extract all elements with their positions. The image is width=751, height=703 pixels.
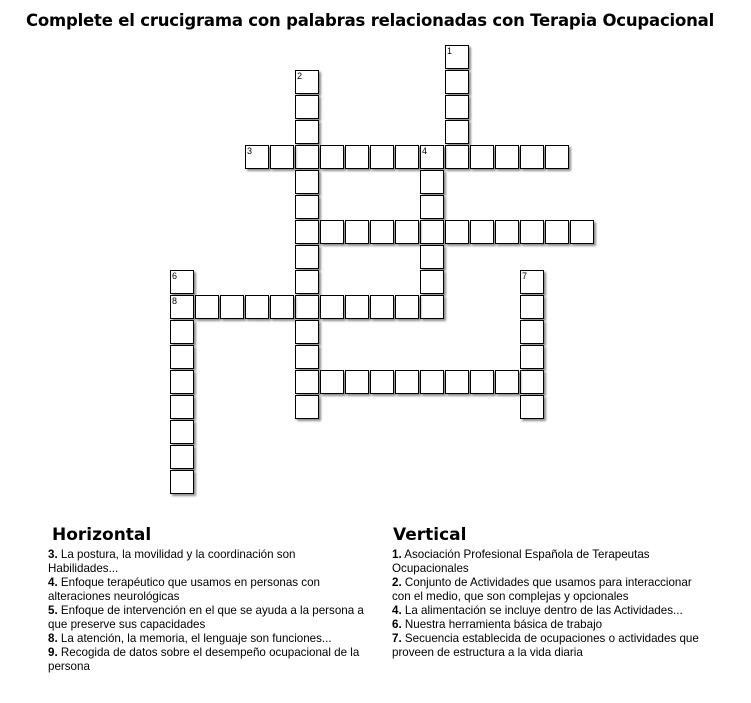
- crossword-cell[interactable]: [395, 145, 419, 169]
- crossword-cell[interactable]: [170, 395, 194, 419]
- crossword-cell[interactable]: [320, 220, 344, 244]
- crossword-cell[interactable]: [320, 295, 344, 319]
- crossword-cell[interactable]: [520, 395, 544, 419]
- clue-horizontal-5: 5. Enfoque de intervención en el que se ayuda a la persona a que preserve sus capacidades: [48, 604, 364, 631]
- crossword-cell[interactable]: [245, 145, 269, 169]
- crossword-cell[interactable]: [295, 295, 319, 319]
- crossword-cell[interactable]: [295, 245, 319, 269]
- crossword-cell[interactable]: [345, 220, 369, 244]
- clue-horizontal-9: 9. Recogida de datos sobre el desempeño ocupacional de la persona: [48, 646, 360, 673]
- crossword-cell[interactable]: [170, 295, 194, 319]
- crossword-cell[interactable]: [295, 195, 319, 219]
- crossword-cell[interactable]: [495, 220, 519, 244]
- crossword-cell[interactable]: [295, 370, 319, 394]
- crossword-cell[interactable]: [170, 320, 194, 344]
- crossword-cell[interactable]: [245, 295, 269, 319]
- crossword-cell[interactable]: [345, 145, 369, 169]
- crossword-cell[interactable]: [220, 295, 244, 319]
- vertical-clues: [392, 548, 712, 660]
- crossword-cell[interactable]: [420, 270, 444, 294]
- clue-number: 1: [447, 46, 453, 56]
- crossword-cell[interactable]: [445, 145, 469, 169]
- crossword-cell[interactable]: [420, 195, 444, 219]
- crossword-cell[interactable]: [420, 170, 444, 194]
- crossword-cell[interactable]: [420, 145, 444, 169]
- crossword-cell[interactable]: [170, 470, 194, 494]
- crossword-cell[interactable]: [495, 370, 519, 394]
- crossword-cell[interactable]: [445, 120, 469, 144]
- crossword-cell[interactable]: [395, 220, 419, 244]
- crossword-cell[interactable]: [370, 145, 394, 169]
- crossword-cell[interactable]: [520, 345, 544, 369]
- crossword-cell[interactable]: [345, 370, 369, 394]
- crossword-cell[interactable]: [420, 245, 444, 269]
- crossword-cell[interactable]: [570, 220, 594, 244]
- crossword-cell[interactable]: [170, 370, 194, 394]
- crossword-cell[interactable]: [420, 295, 444, 319]
- crossword-cell[interactable]: [470, 220, 494, 244]
- crossword-cell[interactable]: [520, 145, 544, 169]
- crossword-cell[interactable]: [520, 270, 544, 294]
- clue-number: 8: [172, 296, 178, 306]
- crossword-cell[interactable]: [520, 220, 544, 244]
- crossword-cell[interactable]: [445, 95, 469, 119]
- crossword-cell[interactable]: [170, 345, 194, 369]
- clue-vertical-2: 2. Conjunto de Actividades que usamos para interaccionar con el medio, que son complejas y opcionales: [392, 576, 692, 603]
- crossword-cell[interactable]: [295, 270, 319, 294]
- crossword-cell[interactable]: [495, 145, 519, 169]
- crossword-cell[interactable]: [545, 220, 569, 244]
- clue-horizontal-3: 3. La postura, la movilidad y la coordinación son Habilidades...: [48, 548, 296, 575]
- crossword-cell[interactable]: [195, 295, 219, 319]
- crossword-cell[interactable]: [295, 70, 319, 94]
- crossword-cell[interactable]: [445, 45, 469, 69]
- clue-horizontal-8: 8. La atención, la memoria, el lenguaje son funciones...: [48, 632, 332, 645]
- clue-number: 4: [422, 146, 428, 156]
- crossword-cell[interactable]: [295, 145, 319, 169]
- crossword-cell[interactable]: [295, 120, 319, 144]
- crossword-cell[interactable]: [445, 70, 469, 94]
- crossword-cell[interactable]: [270, 295, 294, 319]
- crossword-cell[interactable]: [170, 420, 194, 444]
- crossword-cell[interactable]: [420, 370, 444, 394]
- crossword-cell[interactable]: [370, 220, 394, 244]
- crossword-cell[interactable]: [170, 445, 194, 469]
- clue-vertical-7: 7. Secuencia establecida de ocupaciones o actividades que proveen de estructura a la vida diaria: [392, 632, 699, 659]
- crossword-cell[interactable]: [270, 145, 294, 169]
- clue-vertical-1: 1. Asociación Profesional Española de Terapeutas Ocupacionales: [392, 548, 650, 575]
- crossword-cell[interactable]: [520, 320, 544, 344]
- crossword-cell[interactable]: [520, 370, 544, 394]
- vertical-heading: Vertical: [393, 525, 467, 545]
- clue-number: 2: [297, 71, 303, 81]
- crossword-cell[interactable]: [320, 145, 344, 169]
- crossword-cell[interactable]: [445, 370, 469, 394]
- clue-number: 7: [522, 271, 528, 281]
- crossword-cell[interactable]: [295, 395, 319, 419]
- crossword-cell[interactable]: [295, 345, 319, 369]
- crossword-cell[interactable]: [295, 95, 319, 119]
- crossword-cell[interactable]: [520, 295, 544, 319]
- crossword-cell[interactable]: [170, 270, 194, 294]
- crossword-cell[interactable]: [395, 370, 419, 394]
- crossword-cell[interactable]: [295, 220, 319, 244]
- clue-number: 3: [247, 146, 253, 156]
- crossword-cell[interactable]: [345, 295, 369, 319]
- horizontal-heading: Horizontal: [52, 525, 152, 545]
- crossword-cell[interactable]: [370, 370, 394, 394]
- clue-number: 6: [172, 271, 178, 281]
- clue-vertical-4: 4. La alimentación se incluye dentro de las Actividades...: [392, 604, 683, 617]
- crossword-cell[interactable]: [370, 295, 394, 319]
- clue-horizontal-4: 4. Enfoque terapéutico que usamos en personas con alteraciones neurológicas: [48, 576, 320, 603]
- crossword-cell[interactable]: [420, 220, 444, 244]
- crossword-cell[interactable]: [470, 145, 494, 169]
- crossword-cell[interactable]: [295, 170, 319, 194]
- clue-vertical-6: 6. Nuestra herramienta básica de trabajo: [392, 618, 603, 631]
- horizontal-clues: [48, 548, 368, 674]
- crossword-cell[interactable]: [320, 370, 344, 394]
- crossword-cell[interactable]: [470, 370, 494, 394]
- crossword-cell[interactable]: [545, 145, 569, 169]
- crossword-cell[interactable]: [445, 220, 469, 244]
- page-title: Complete el crucigrama con palabras relacionadas con Terapia Ocupacional: [25, 11, 715, 30]
- crossword-cell[interactable]: [295, 320, 319, 344]
- crossword-cell[interactable]: [395, 295, 419, 319]
